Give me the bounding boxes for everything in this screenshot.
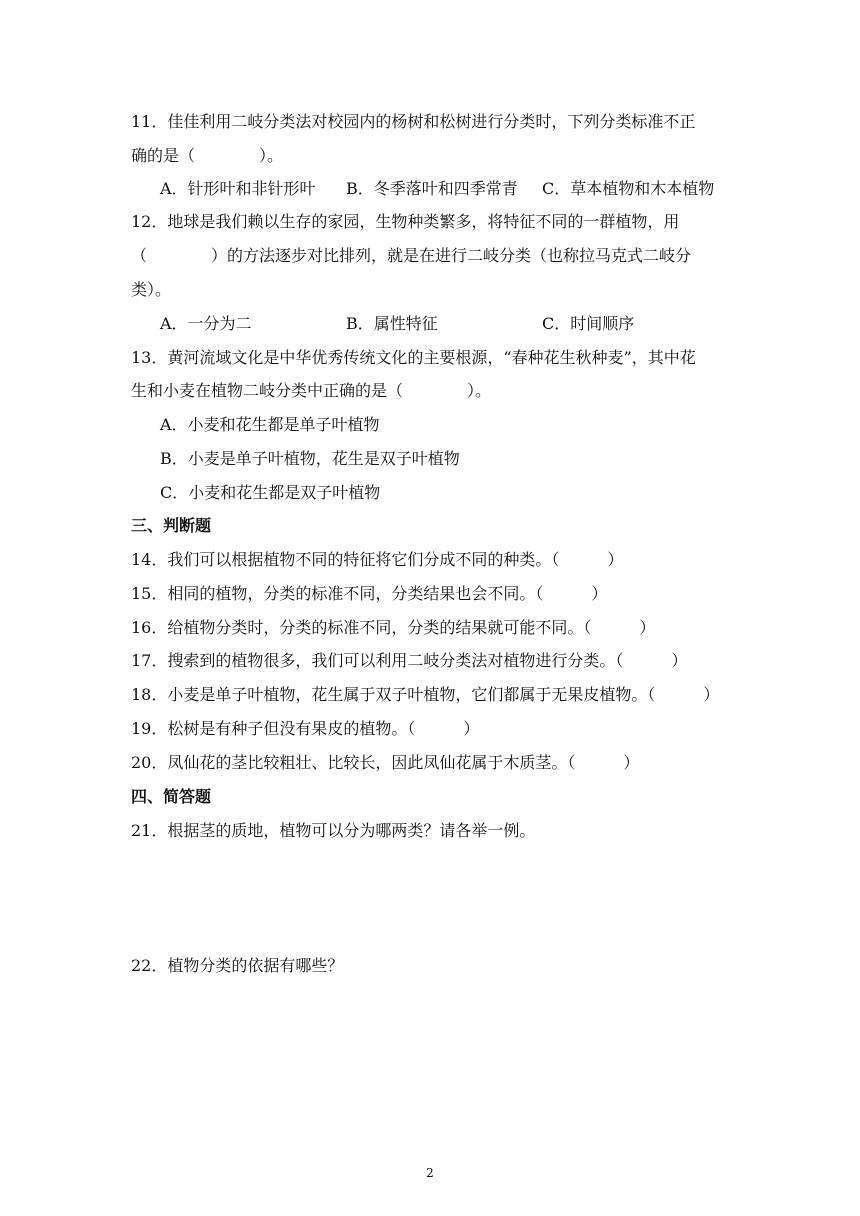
section-3-heading: 三、判断题 <box>131 516 212 535</box>
q13-option-c: C．小麦和花生都是双子叶植物 <box>160 483 381 502</box>
q12-option-b: B．属性特征 <box>346 314 438 333</box>
q13-option-a: A．小麦和花生都是单子叶植物 <box>160 415 380 434</box>
q13-option-b: B．小麦是单子叶植物，花生是双子叶植物 <box>160 449 460 468</box>
q15: 15．相同的植物，分类的标准不同，分类结果也会不同。（ ） <box>131 584 608 603</box>
q12-line3: 类）。 <box>131 280 172 299</box>
q22: 22．植物分类的依据有哪些？ <box>131 956 344 975</box>
q11-line1: 11．佳佳利用二岐分类法对校园内的杨树和松树进行分类时，下列分类标准不正 <box>131 112 696 131</box>
q21: 21．根据茎的质地，植物可以分为哪两类？请各举一例。 <box>131 821 536 840</box>
q16: 16．给植物分类时，分类的标准不同，分类的结果就可能不同。（ ） <box>131 618 656 637</box>
q12-option-c: C．时间顺序 <box>542 314 635 333</box>
q13-line2: 生和小麦在植物二岐分类中正确的是（ ）。 <box>131 381 492 400</box>
q11-options <box>160 179 714 199</box>
section-4-heading: 四、简答题 <box>131 787 212 806</box>
q17: 17．搜索到的植物很多，我们可以利用二岐分类法对植物进行分类。（ ） <box>131 651 688 670</box>
q19: 19．松树是有种子但没有果皮的植物。（ ） <box>131 719 480 738</box>
q12-line2: （ ）的方法逐步对比排列，就是在进行二岐分类（也称拉马克式二岐分 <box>131 246 692 265</box>
q20: 20．凤仙花的茎比较粗壮、比较长，因此凤仙花属于木质茎。（ ） <box>131 753 640 772</box>
q13-line1: 13．黄河流域文化是中华优秀传统文化的主要根源，“春种花生秋种麦”，其中花 <box>131 348 696 367</box>
q11-line2: 确的是（ ）。 <box>131 146 284 165</box>
q11-option-c: C．草本植物和木本植物 <box>542 179 715 198</box>
q18: 18．小麦是单子叶植物，花生属于双子叶植物，它们都属于无果皮植物。（ ） <box>131 685 720 704</box>
q11-option-a: A．针形叶和非针形叶 <box>160 179 316 198</box>
q14: 14．我们可以根据植物不同的特征将它们分成不同的种类。（ ） <box>131 550 624 569</box>
q12-option-a: A．一分为二 <box>160 314 252 333</box>
q12-line1: 12．地球是我们赖以生存的家园，生物种类繁多，将特征不同的一群植物，用 <box>131 212 680 231</box>
q11-option-b: B．冬季落叶和四季常青 <box>346 179 518 198</box>
page-number: 2 <box>426 1166 434 1180</box>
q12-options <box>160 314 634 334</box>
